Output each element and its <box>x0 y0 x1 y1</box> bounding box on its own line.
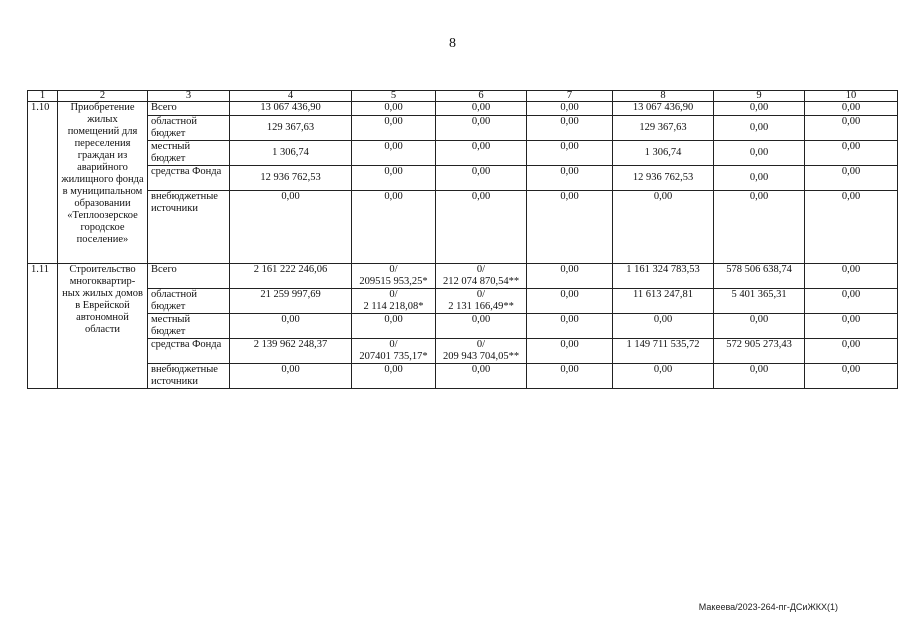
row-name: Приобретение жилых помещений для переселения граждан из аварийного жилищного фонда в муниципальном образовании «Теплоозерское городское поселение» <box>58 102 148 264</box>
cell-c6-top: 0/ <box>476 264 486 275</box>
source-label: Всего <box>148 102 230 116</box>
table-row <box>28 289 898 314</box>
cell-c6 <box>436 289 527 314</box>
cell-c6: 0,00 <box>436 191 527 264</box>
cell-c9: 0,00 <box>714 191 805 264</box>
cell-c10: 0,00 <box>805 289 898 314</box>
cell-c5: 0,00 <box>352 116 436 141</box>
cell-c5-top: 0/ <box>389 289 398 300</box>
cell-c7: 0,00 <box>527 166 613 191</box>
document-code: Макеева/2023-264-пг-ДСиЖКХ(1) <box>698 602 838 612</box>
cell-c7: 0,00 <box>527 289 613 314</box>
cell-c6: 0,00 <box>436 314 527 339</box>
cell-c8: 129 367,63 <box>613 116 714 141</box>
header-col-3: 3 <box>148 91 230 102</box>
cell-c5-top: 0/ <box>389 339 398 350</box>
cell-c6: 0,00 <box>436 364 527 389</box>
cell-c10: 0,00 <box>805 102 898 116</box>
table-row <box>28 191 898 264</box>
cell-c4: 129 367,63 <box>230 116 352 141</box>
cell-c7: 0,00 <box>527 364 613 389</box>
table-row <box>28 102 898 116</box>
cell-c10: 0,00 <box>805 364 898 389</box>
cell-c4: 2 139 962 248,37 <box>230 339 352 364</box>
row-id: 1.11 <box>28 264 58 389</box>
cell-c8: 0,00 <box>613 191 714 264</box>
header-col-9: 9 <box>714 91 805 102</box>
source-label: Всего <box>148 264 230 289</box>
cell-c9: 0,00 <box>714 116 805 141</box>
cell-c6-top: 0/ <box>476 289 486 300</box>
table-row <box>28 166 898 191</box>
cell-c5-top: 0/ <box>389 264 398 275</box>
cell-c5: 0,00 <box>352 102 436 116</box>
cell-c6: 0,00 <box>436 116 527 141</box>
cell-c10: 0,00 <box>805 166 898 191</box>
cell-c4: 0,00 <box>230 191 352 264</box>
cell-c8: 13 067 436,90 <box>613 102 714 116</box>
cell-c7: 0,00 <box>527 116 613 141</box>
header-col-7: 7 <box>527 91 613 102</box>
header-row <box>28 91 898 102</box>
budget-table <box>27 90 898 389</box>
cell-c7: 0,00 <box>527 141 613 166</box>
source-label: внебюджетные источники <box>148 364 230 389</box>
cell-c8: 11 613 247,81 <box>613 289 714 314</box>
cell-c6-top: 0/ <box>476 339 486 350</box>
cell-c7: 0,00 <box>527 102 613 116</box>
cell-c6: 0,00 <box>436 141 527 166</box>
cell-c5-bottom: 209515 953,25* <box>359 276 428 287</box>
cell-c4: 13 067 436,90 <box>230 102 352 116</box>
cell-c8: 1 161 324 783,53 <box>613 264 714 289</box>
cell-c6-bottom: 2 131 166,49** <box>448 301 514 312</box>
cell-c6-bottom: 212 074 870,54** <box>442 276 520 287</box>
cell-c6: 0,00 <box>436 166 527 191</box>
cell-c7: 0,00 <box>527 264 613 289</box>
header-col-8: 8 <box>613 91 714 102</box>
cell-c10: 0,00 <box>805 191 898 264</box>
cell-c5-bottom: 2 114 218,08* <box>363 301 424 312</box>
cell-c6-bottom: 209 943 704,05** <box>442 351 520 362</box>
table-row <box>28 314 898 339</box>
cell-c4: 21 259 997,69 <box>230 289 352 314</box>
cell-c4: 0,00 <box>230 364 352 389</box>
cell-c5: 0,00 <box>352 314 436 339</box>
cell-c9: 572 905 273,43 <box>714 339 805 364</box>
cell-c4: 0,00 <box>230 314 352 339</box>
cell-c9: 0,00 <box>714 102 805 116</box>
cell-c5: 0,00 <box>352 166 436 191</box>
cell-c8: 1 149 711 535,72 <box>613 339 714 364</box>
header-col-5: 5 <box>352 91 436 102</box>
cell-c5: 0,00 <box>352 191 436 264</box>
cell-c9: 0,00 <box>714 166 805 191</box>
source-label: местный бюджет <box>148 141 230 166</box>
cell-c9: 0,00 <box>714 141 805 166</box>
cell-c7: 0,00 <box>527 339 613 364</box>
cell-c6 <box>436 339 527 364</box>
cell-c10: 0,00 <box>805 141 898 166</box>
cell-c4: 2 161 222 246,06 <box>230 264 352 289</box>
table-row <box>28 116 898 141</box>
cell-c5: 0,00 <box>352 141 436 166</box>
page-number: 8 <box>449 36 456 51</box>
cell-c6 <box>436 264 527 289</box>
header-col-6: 6 <box>436 91 527 102</box>
source-label: областной бюджет <box>148 289 230 314</box>
cell-c9: 578 506 638,74 <box>714 264 805 289</box>
cell-c4: 12 936 762,53 <box>230 166 352 191</box>
source-label: внебюджетные источники <box>148 191 230 264</box>
cell-c5-bottom: 207401 735,17* <box>359 351 428 362</box>
cell-c5 <box>352 339 436 364</box>
cell-c6: 0,00 <box>436 102 527 116</box>
cell-c9: 0,00 <box>714 314 805 339</box>
source-label: областной бюджет <box>148 116 230 141</box>
header-col-4: 4 <box>230 91 352 102</box>
cell-c8: 0,00 <box>613 364 714 389</box>
cell-c9: 0,00 <box>714 364 805 389</box>
cell-c10: 0,00 <box>805 339 898 364</box>
row-id: 1.10 <box>28 102 58 264</box>
cell-c4: 1 306,74 <box>230 141 352 166</box>
cell-c10: 0,00 <box>805 314 898 339</box>
source-label: средства Фонда <box>148 339 230 364</box>
source-label: местный бюджет <box>148 314 230 339</box>
header-col-10: 10 <box>805 91 898 102</box>
cell-c8: 12 936 762,53 <box>613 166 714 191</box>
cell-c8: 1 306,74 <box>613 141 714 166</box>
cell-c5: 0,00 <box>352 364 436 389</box>
header-col-2: 2 <box>58 91 148 102</box>
cell-c7: 0,00 <box>527 314 613 339</box>
source-label: средства Фонда <box>148 166 230 191</box>
cell-c7: 0,00 <box>527 191 613 264</box>
cell-c9: 5 401 365,31 <box>714 289 805 314</box>
row-name: Строительство многоквартир-ных жилых домов в Еврейской автономной области <box>58 264 148 389</box>
table-row <box>28 339 898 364</box>
cell-c10: 0,00 <box>805 264 898 289</box>
table-row <box>28 364 898 389</box>
cell-c10: 0,00 <box>805 116 898 141</box>
table-row <box>28 264 898 289</box>
table-row <box>28 141 898 166</box>
cell-c8: 0,00 <box>613 314 714 339</box>
header-col-1: 1 <box>28 91 58 102</box>
cell-c5 <box>352 289 436 314</box>
cell-c5 <box>352 264 436 289</box>
